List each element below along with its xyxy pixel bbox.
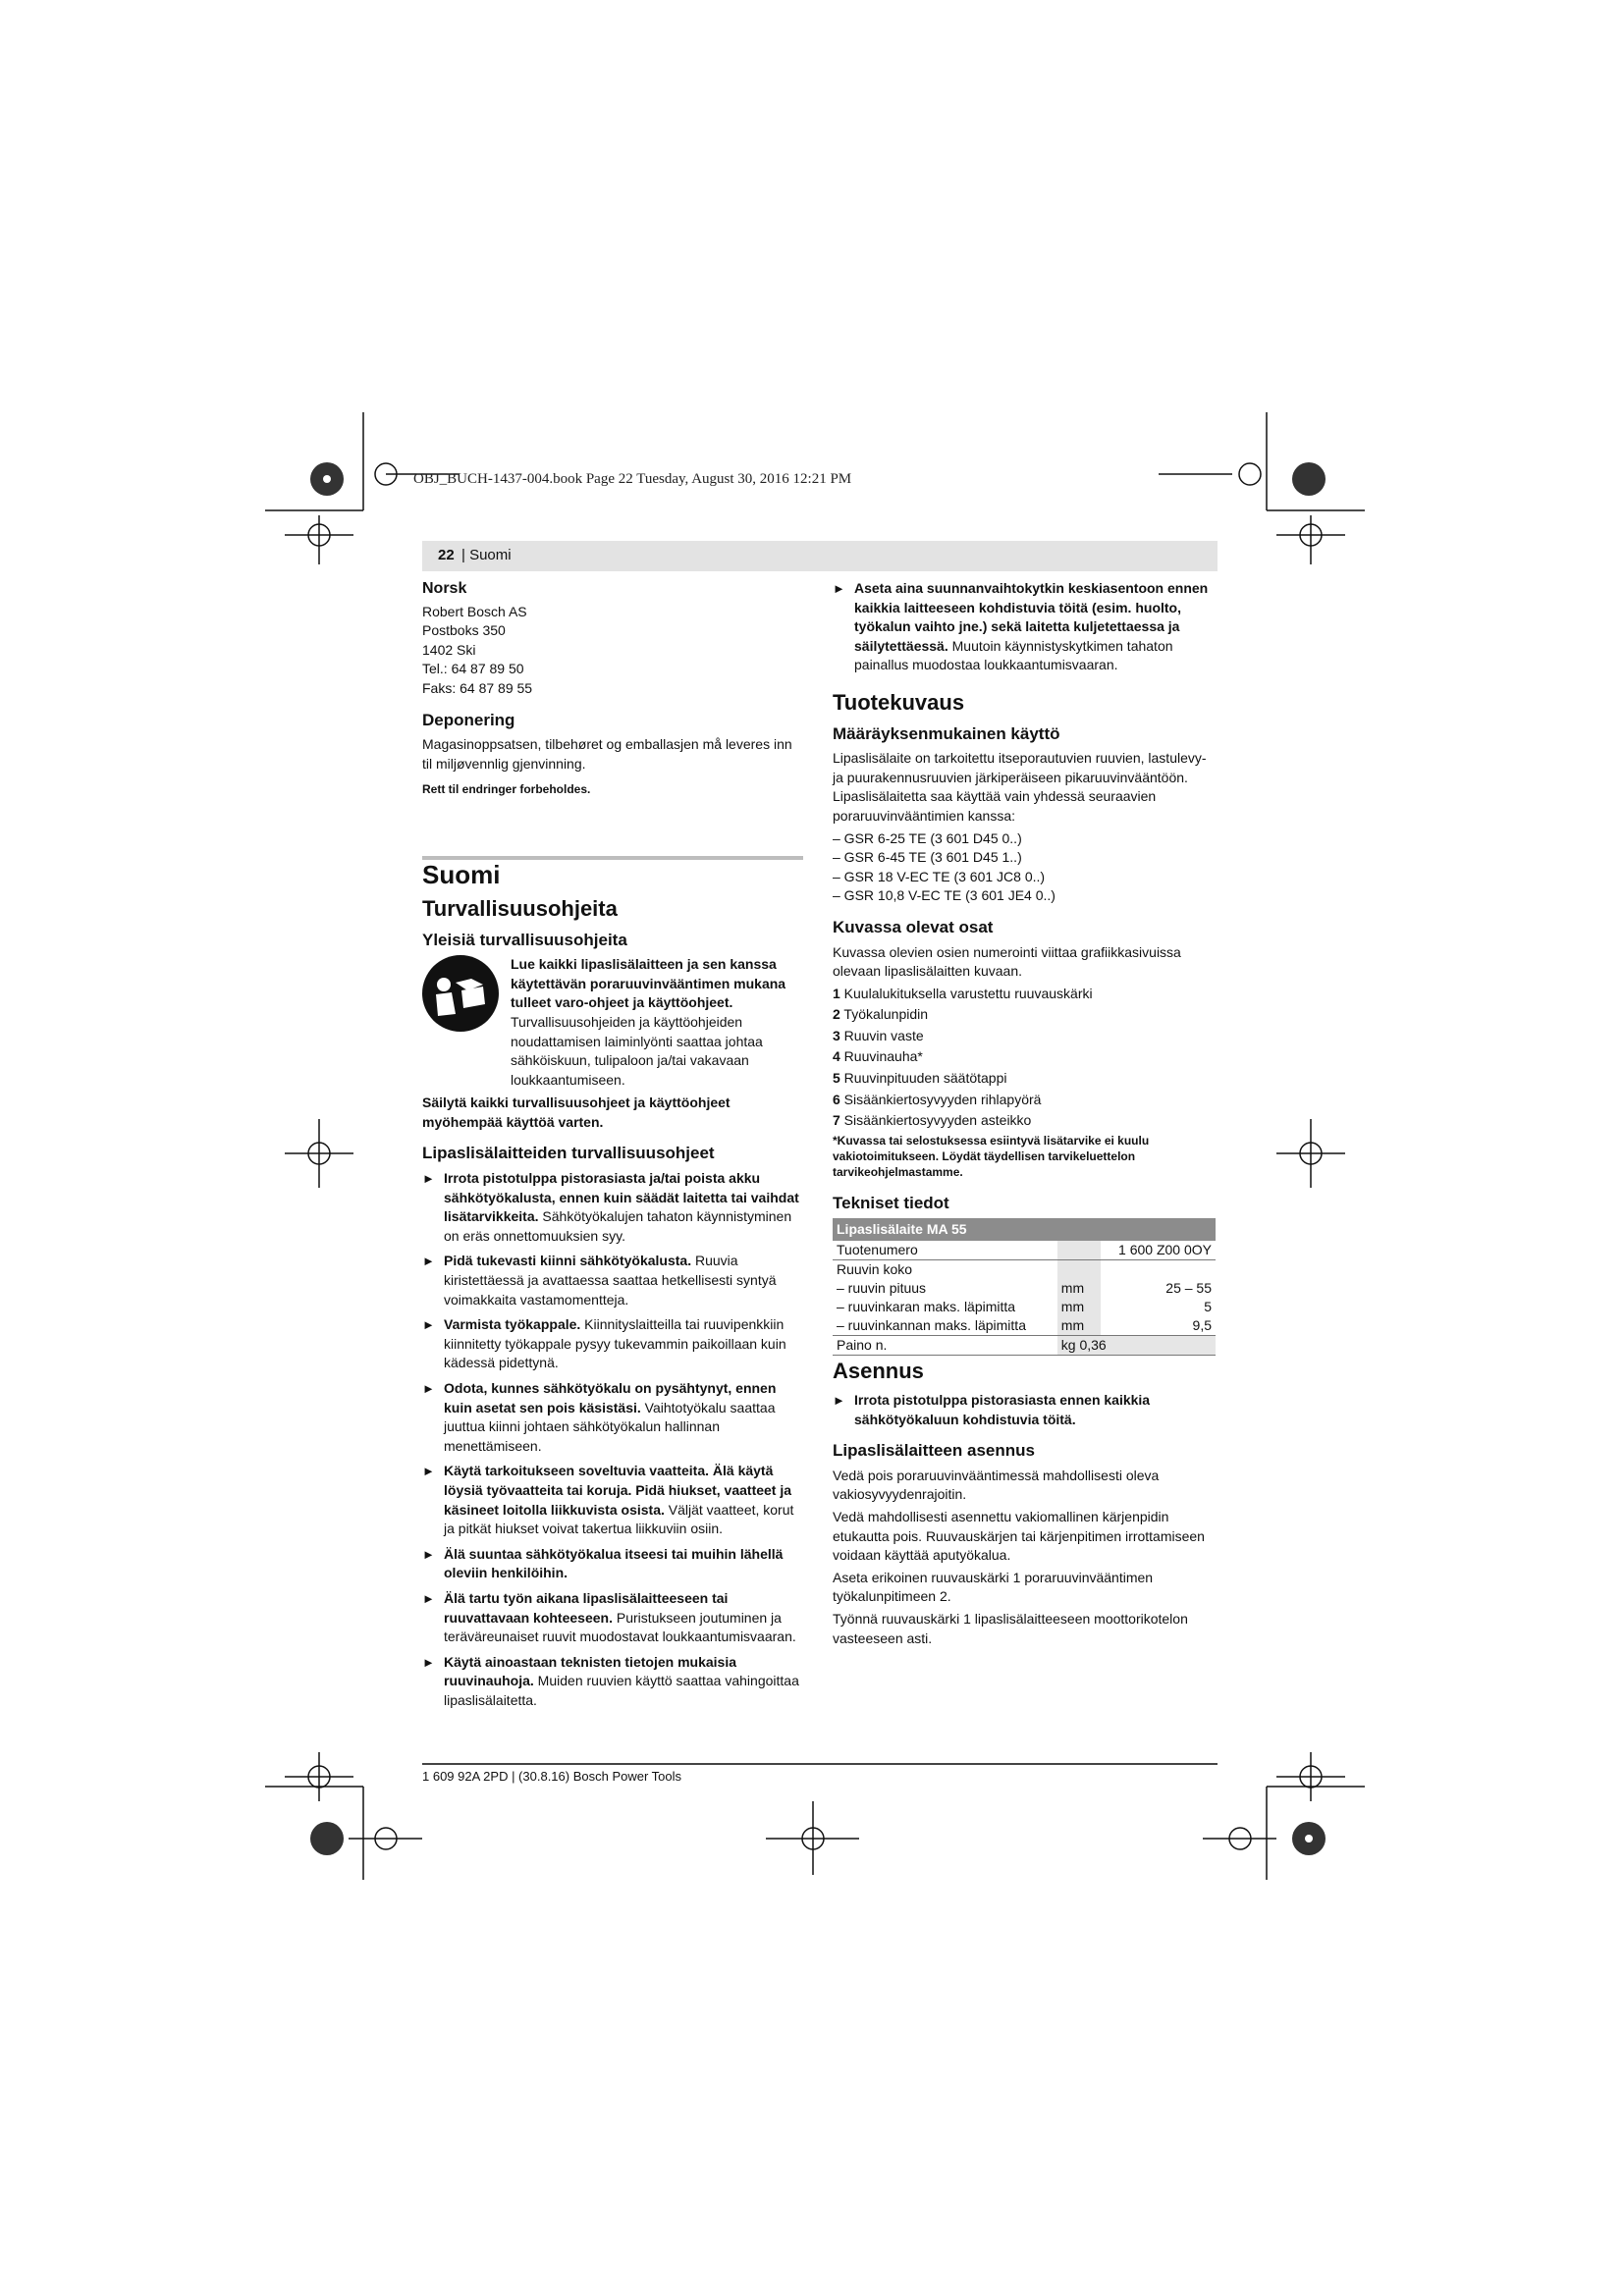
- table-row: – ruuvinkaran maks. läpimitta mm 5: [837, 1299, 1212, 1315]
- deponering-text: Magasinoppsatsen, tilbehøret og emballasjen må leveres inn til miljøvennlig gjenvinning.: [422, 736, 792, 772]
- tuotekuvaus-heading: Tuotekuvaus: [833, 689, 965, 715]
- safety-bullets: [422, 1169, 803, 1710]
- right-column: [833, 579, 1218, 1651]
- parts-list: [833, 985, 1218, 1131]
- table-row: – ruuvinkannan maks. läpimitta mm 9,5: [833, 1316, 1216, 1336]
- read-manual-block: [422, 955, 803, 1090]
- specs-table: Lipaslisälaite MA 55 Tuotenumero 1 600 Z00 0OY Ruuvin koko – ruuvin pituus mm 25 – 55 – ruuvinkaran maks. läpimitta mm 5 – ruuvinkannan maks. läpimitta mm 9,5 Paino n. kg 0,36: [833, 1218, 1216, 1356]
- left-column: [422, 579, 803, 1717]
- tekniset-heading: Tekniset tiedot: [833, 1193, 949, 1212]
- table-title: Lipaslisälaite MA 55: [833, 1218, 1216, 1241]
- list-item: 1 Kuulalukituksella varustettu ruuvauskärki: [833, 985, 1093, 1001]
- rett-note: Rett til endringer forbeholdes.: [422, 782, 591, 797]
- table-row: – ruuvin pituus mm 25 – 55: [837, 1280, 1212, 1297]
- asennus-p3: Aseta erikoinen ruuvauskärki 1 poraruuvinvääntimen työkalunpitimeen 2.: [833, 1569, 1154, 1605]
- deponering-heading: Deponering: [422, 710, 515, 729]
- kuvassa-text: Kuvassa olevien osien numerointi viittaa grafiikkasivuissa olevaan lipaslisälaitten kuvaan.: [833, 943, 1181, 980]
- footer-text: 1 609 92A 2PD | (30.8.16) Bosch Power Tools: [422, 1769, 682, 1784]
- list-item: 5 Ruuvinpituuden säätötappi: [833, 1070, 1007, 1087]
- list-item: ► Varmista työkappale. Kiinnityslaitteilla tai ruuvipenkkiin kiinnitetty työkappale pysyy tukevammin paikoillaan kuin kädessä pidettynä.: [422, 1316, 786, 1371]
- norsk-heading: Norsk: [422, 580, 467, 597]
- list-item: 6 Sisäänkiertosyvyyden rihlapyörä: [833, 1091, 1042, 1107]
- maarays-text: Lipaslisälaite on tarkoitettu itseporautuvien ruuvien, lastulevy- ja puurakennusruuvien järkiperäiseen pikaruuvinvääntöön. Lipaslisälaitetta saa käyttää vain yhdessä seuraavien poraruuvinvääntimien kanssa:: [833, 750, 1207, 824]
- footer-rule: [422, 1763, 1218, 1765]
- asennus-heading: Asennus: [833, 1359, 924, 1384]
- list-item: ► Älä suuntaa sähkötyökalua itseesi tai muihin lähellä oleviin henkilöihin.: [422, 1545, 784, 1581]
- read-manual-icon: [422, 955, 499, 1032]
- list-item: 3 Ruuvin vaste: [833, 1027, 924, 1043]
- yleisia-text: Lue kaikki lipaslisälaitteen ja sen kanssa käytettävän poraruuvinvääntimen mukana tulleet varo-ohjeet ja käyttöohjeet. Turvallisuusohjeiden ja käyttöohjeiden noudattamisen laiminlyönti saattaa johtaa sähköiskuun, tulipaloon ja/tai vakavaan loukkaantumiseen.: [511, 956, 786, 1088]
- list-item: ► Pidä tukevasti kiinni sähkötyökalusta. Ruuvia kiristettäessä ja avattaessa saattaa hetkellisesti syntyä voimakkaita vastamomentteja.: [422, 1253, 777, 1308]
- direction-switch-warning: ► Aseta aina suunnanvaihtokytkin keskiasentoon ennen kaikkia laitteeseen kohdistuvia töitä (esim. huolto, työkalun vaihto jne.) sekä laitetta kuljetettaessa ja säilytettäessä. Muutoin käynnistyskytkimen tahaton painallus muodostaa loukkaantumisvaaran.: [833, 580, 1209, 673]
- page-header: [422, 541, 1218, 571]
- list-item: ► Irrota pistotulppa pistorasiasta ja/tai poista akku sähkötyökalusta, ennen kuin säädät laitetta tai vaihdat lisätarvikkeita. Sähkötyökalujen tahaton käynnistyminen on eräs onnettomuuksien syy.: [422, 1170, 799, 1244]
- sailyta-text: Säilytä kaikki turvallisuusohjeet ja käyttöohjeet myöhempää käyttöä varten.: [422, 1095, 731, 1130]
- kuvassa-heading: Kuvassa olevat osat: [833, 917, 994, 936]
- page-number: 22: [438, 547, 455, 563]
- list-item: 4 Ruuvinauha*: [833, 1048, 923, 1065]
- asennus-p4: Työnnä ruuvauskärki 1 lipaslisälaitteeseen moottorikotelon vasteeseen asti.: [833, 1610, 1188, 1646]
- lipas-asennus-heading: Lipaslisälaitteen asennus: [833, 1441, 1035, 1461]
- parts-note: *Kuvassa tai selostuksessa esiintyvä lisätarvike ei kuulu vakiotoimitukseen. Löydät täydellisen tarvikeluettelon tarvikeohjelmastamme.: [833, 1133, 1150, 1179]
- list-item: 7 Sisäänkiertosyvyyden asteikko: [833, 1112, 1032, 1129]
- header-language: | Suomi: [461, 547, 512, 563]
- turvallisuus-heading: Turvallisuusohjeita: [422, 895, 618, 921]
- asennus-warning: ► Irrota pistotulppa pistorasiasta ennen kaikkia sähkötyökaluun kohdistuvia töitä.: [833, 1392, 1151, 1427]
- yleisia-heading: Yleisiä turvallisuusohjeita: [422, 930, 627, 949]
- list-item: ► Käytä ainoastaan teknisten tietojen mukaisia ruuvinauhoja. Muiden ruuvien käyttö saattaa vahingoittaa lipaslisälaitetta.: [422, 1653, 799, 1708]
- list-item: ► Käytä tarkoitukseen soveltuvia vaatteita. Älä käytä löysiä työvaatteita tai koruja. Pidä hiukset, vaatteet ja käsineet loitolla liikkuvista osista. Väljät vaatteet, korut ja pitkät hiukset voivat takertua liikkuviin osiin.: [422, 1463, 794, 1537]
- maarays-heading: Määräyksenmukainen käyttö: [833, 723, 1060, 743]
- asennus-p1: Vedä pois poraruuvinvääntimessä mahdollisesti oleva vakiosyvyydenrajoitin.: [833, 1467, 1160, 1503]
- lipas-heading: Lipaslisälaitteiden turvallisuusohjeet: [422, 1144, 715, 1163]
- suomi-heading: Suomi: [422, 860, 501, 890]
- print-info: OBJ_BUCH-1437-004.book Page 22 Tuesday, August 30, 2016 12:21 PM: [413, 471, 852, 487]
- list-item: 2 Työkalunpidin: [833, 1006, 929, 1023]
- list-item: ► Älä tartu työn aikana lipaslisälaitteeseen tai ruuvattavaan kohteeseen. Puristukseen joutuminen ja terävärеunaiset ruuvit muodostavat loukkaantumisvaaran.: [422, 1589, 796, 1645]
- model-list: – GSR 6-25 TE (3 601 D45 0..) – GSR 6-45 TE (3 601 D45 1..) – GSR 18 V-EC TE (3 601 JC8 0..) – GSR 10,8 V-EC TE (3 601 JE4 0..): [833, 829, 1056, 904]
- asennus-p2: Vedä mahdollisesti asennettu vakiomallinen kärjenpidin etukautta pois. Ruuvauskärjen tai kärjenpitimen irrottamiseen voidaan käyttää aputyökalua.: [833, 1509, 1205, 1564]
- list-item: ► Odota, kunnes sähkötyökalu on pysähtynyt, ennen kuin asetat sen pois käsistäsi. Vaihtotyökalu saattaa juuttua kiinni johtaen sähkötyökalun hallinnan menettämiseen.: [422, 1380, 777, 1454]
- address-block: Robert Bosch AS Postboks 350 1402 Ski Tel.: 64 87 89 50 Faks: 64 87 89 55: [422, 603, 533, 696]
